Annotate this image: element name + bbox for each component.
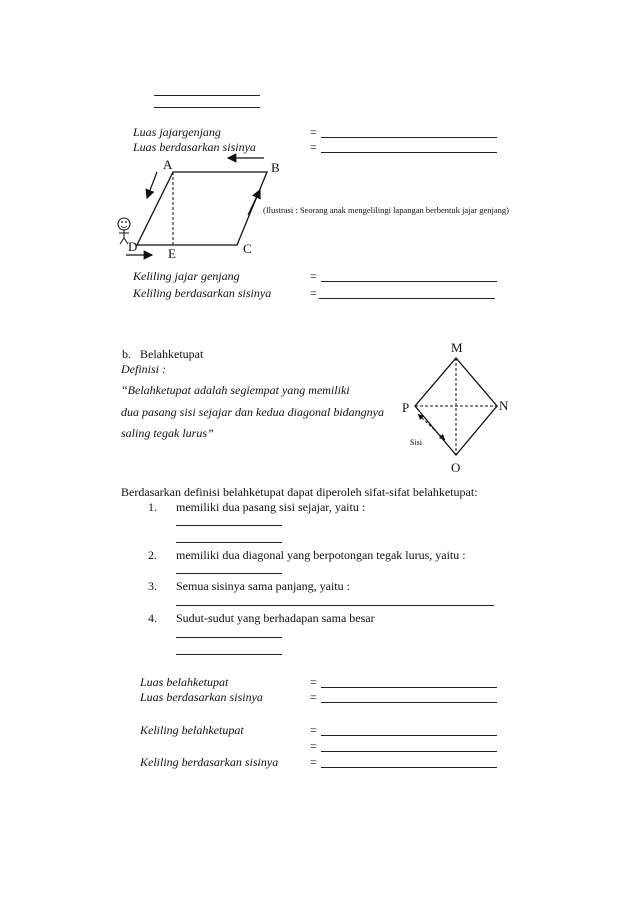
luas-jajargenjang-label: Luas jajargenjang <box>133 125 221 139</box>
property-number: 4. <box>148 611 157 625</box>
property-text: Semua sisinya sama panjang, yaitu : <box>176 579 350 593</box>
equals-sign: = <box>310 690 317 704</box>
luas-sisi-label: Luas berdasarkan sisinya <box>133 140 256 154</box>
vertex-d-label: D <box>128 239 138 254</box>
equals-sign: = <box>310 269 317 283</box>
vertex-o-label: O <box>451 460 461 475</box>
keliling-sisi-label: Keliling berdasarkan sisinya <box>140 755 279 769</box>
sisi-label: Sisi <box>410 438 423 447</box>
answer-blank[interactable] <box>321 767 497 768</box>
vertex-b-label: B <box>271 160 280 175</box>
luas-belahketupat-label: Luas belahketupat <box>140 675 229 689</box>
equals-sign: = <box>310 140 317 154</box>
equals-sign: = <box>310 675 317 689</box>
vertex-n-label: N <box>499 398 509 413</box>
answer-blank[interactable] <box>321 735 497 736</box>
equals-sign: = <box>310 739 317 753</box>
definition-line: “Belahketupat adalah segiempat yang memiliki <box>121 383 350 397</box>
properties-intro: Berdasarkan definisi belahketupat dapat diperoleh sifat-sifat belahketupat: <box>121 485 478 499</box>
equals-sign: = <box>310 755 317 769</box>
answer-blank[interactable] <box>321 751 497 752</box>
answer-blank[interactable] <box>176 637 282 638</box>
luas-sisi-label: Luas berdasarkan sisinya <box>140 690 263 704</box>
equals-sign: = <box>310 286 317 300</box>
answer-blank[interactable] <box>176 573 282 574</box>
vertex-a-label: A <box>163 157 173 172</box>
property-text: Sudut-sudut yang berhadapan sama besar <box>176 611 375 625</box>
property-number: 3. <box>148 579 157 593</box>
property-text: memiliki dua diagonal yang berpotongan tegak lurus, yaitu : <box>176 548 466 562</box>
vertex-e-label: E <box>168 246 176 261</box>
property-text: memiliki dua pasang sisi sejajar, yaitu : <box>176 500 366 514</box>
vertex-p-label: P <box>402 400 410 415</box>
definition-line: dua pasang sisi sejajar dan kedua diagonal bidangnya <box>121 405 384 419</box>
keliling-jajargenjang-label: Keliling jajar genjang <box>133 269 240 283</box>
answer-blank[interactable] <box>176 605 494 606</box>
equals-sign: = <box>310 723 317 737</box>
definisi-label: Definisi : <box>121 362 166 376</box>
illustration-caption: (Ilustrasi : Seorang anak mengelilingi lapangan berbentuk jajar genjang) <box>263 205 509 215</box>
answer-blank[interactable] <box>321 702 497 703</box>
keliling-belahketupat-label: Keliling belahketupat <box>140 723 244 737</box>
keliling-sisi-label: Keliling berdasarkan sisinya <box>133 286 272 300</box>
answer-blank[interactable] <box>321 687 497 688</box>
belahketupat-heading: b. Belahketupat <box>122 347 204 361</box>
property-number: 1. <box>148 500 157 514</box>
property-number: 2. <box>148 548 157 562</box>
vertex-c-label: C <box>243 241 252 256</box>
vertex-m-label: M <box>451 340 463 355</box>
definition-line: saling tegak lurus” <box>121 426 214 440</box>
answer-blank[interactable] <box>176 542 282 543</box>
answer-blank[interactable] <box>176 525 282 526</box>
answer-blank[interactable] <box>176 654 282 655</box>
equals-sign: = <box>310 125 317 139</box>
